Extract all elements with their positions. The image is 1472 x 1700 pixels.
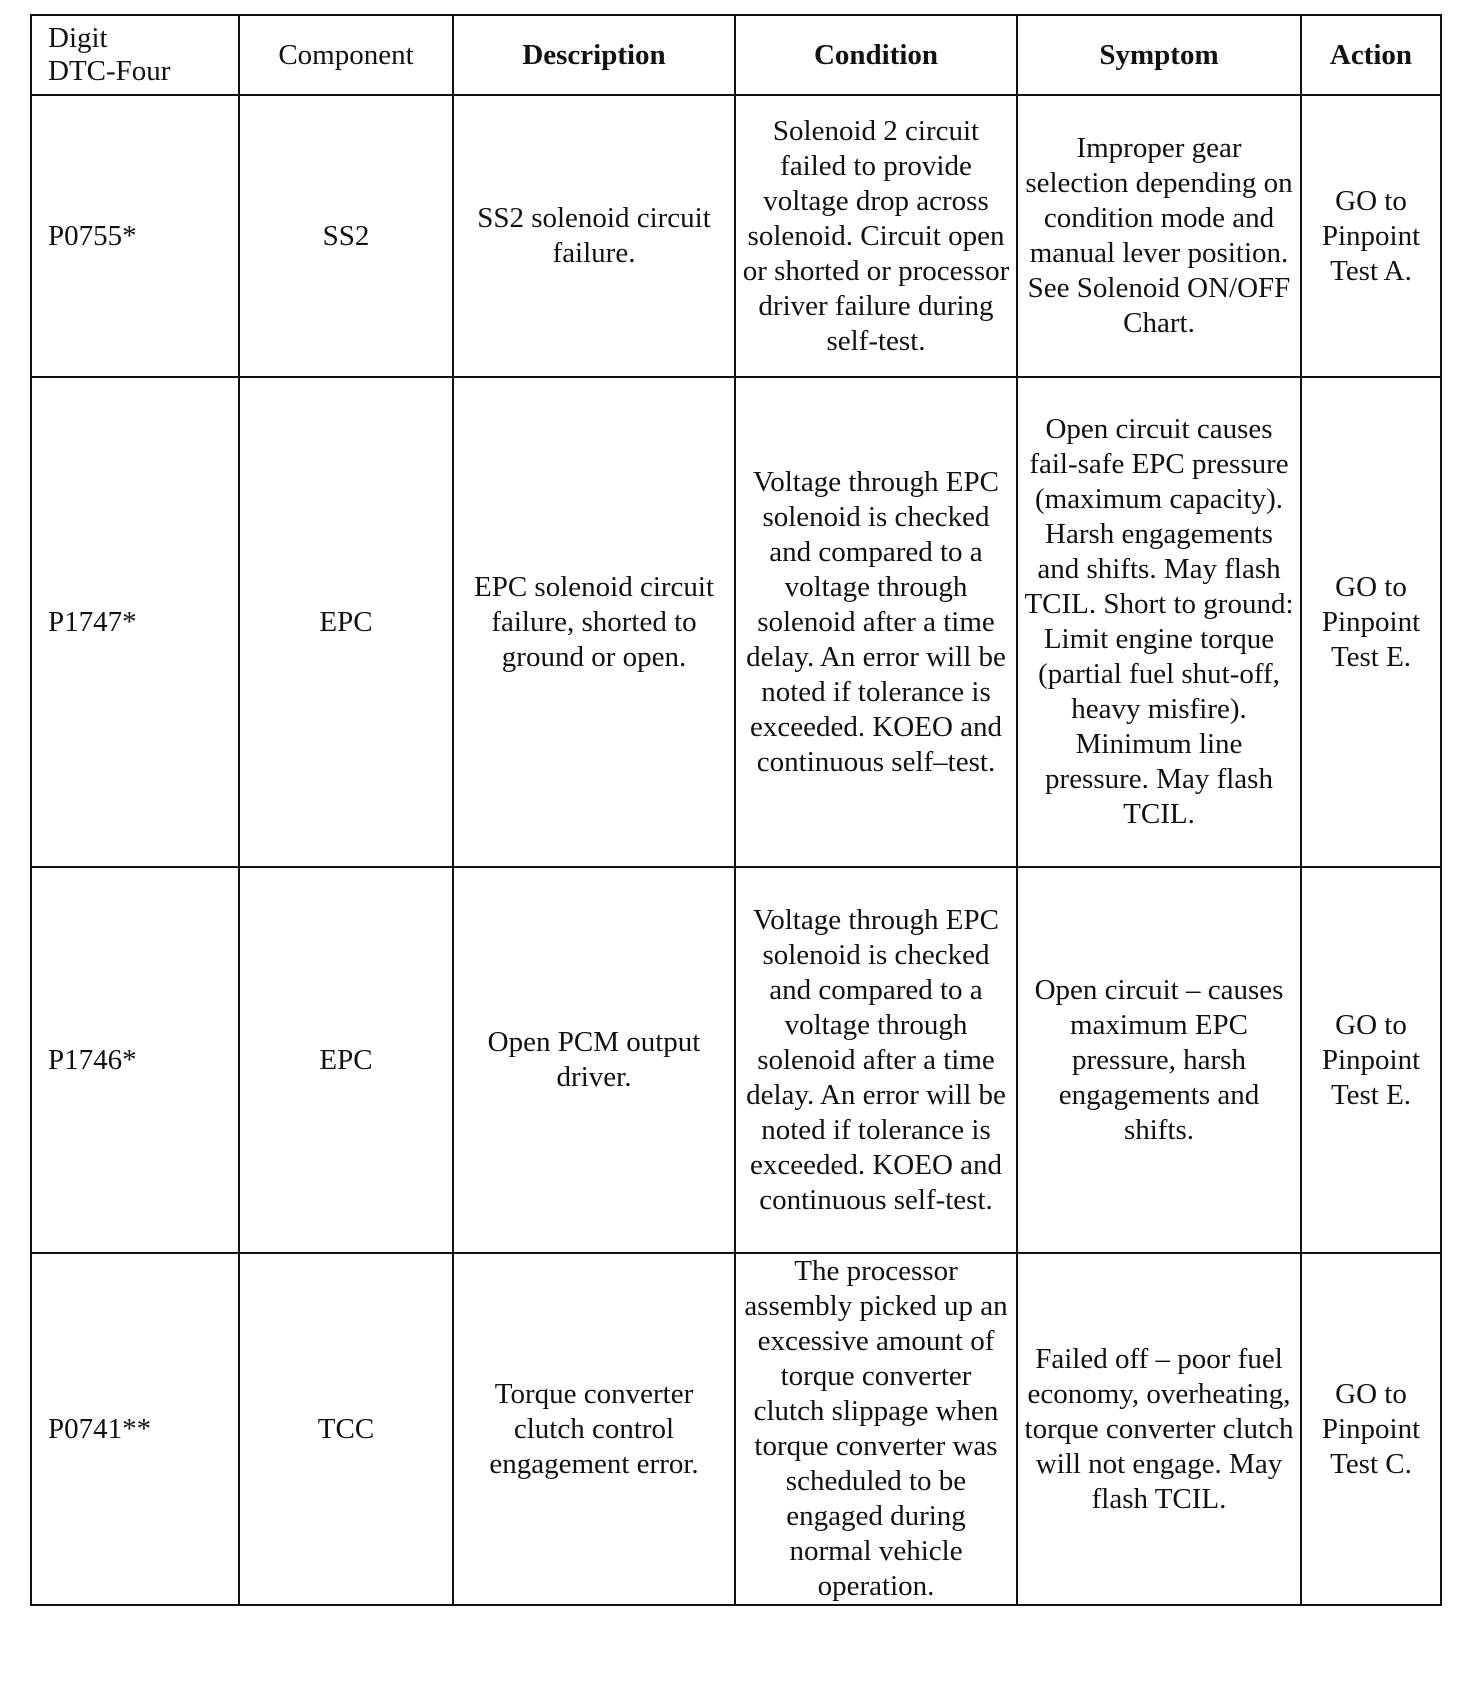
cell-component: SS2: [239, 95, 453, 377]
cell-code: P1747*: [31, 377, 239, 867]
cell-condition: The processor assembly picked up an excessive amount of torque converter clutch slippage when torque converter was scheduled to be engaged during normal vehicle operation.: [735, 1253, 1017, 1605]
cell-action: GO to Pinpoint Test E.: [1301, 867, 1441, 1253]
cell-code: P1746*: [31, 867, 239, 1253]
header-condition: Condition: [735, 15, 1017, 95]
table-row: [31, 867, 1441, 1253]
header-code: [31, 15, 239, 95]
cell-action: GO to Pinpoint Test C.: [1301, 1253, 1441, 1605]
cell-component: EPC: [239, 867, 453, 1253]
header-symptom: Symptom: [1017, 15, 1301, 95]
cell-description: Torque converter clutch control engagement error.: [453, 1253, 735, 1605]
cell-condition: Solenoid 2 circuit failed to provide voltage drop across solenoid. Circuit open or shorted or processor driver failure during self-test.: [735, 95, 1017, 377]
cell-condition: Voltage through EPC solenoid is checked and compared to a voltage through solenoid after a time delay. An error will be noted if tolerance is exceeded. KOEO and continuous self-test.: [735, 867, 1017, 1253]
cell-code: P0755*: [31, 95, 239, 377]
cell-condition: Voltage through EPC solenoid is checked and compared to a voltage through solenoid after a time delay. An error will be noted if tolerance is exceeded. KOEO and continuous self–test.: [735, 377, 1017, 867]
table-row: [31, 1253, 1441, 1605]
cell-symptom: Open circuit – causes maximum EPC pressure, harsh engagements and shifts.: [1017, 867, 1301, 1253]
header-description: Description: [453, 15, 735, 95]
cell-code: P0741**: [31, 1253, 239, 1605]
cell-action: GO to Pinpoint Test A.: [1301, 95, 1441, 377]
dtc-table: [30, 14, 1442, 1606]
cell-symptom: Open circuit causes fail-safe EPC pressure (maximum capacity). Harsh engagements and shifts. May flash TCIL. Short to ground: Limit engine torque (partial fuel shut-off, heavy misfire). Minimum line pressure. May flash TCIL.: [1017, 377, 1301, 867]
cell-action: GO to Pinpoint Test E.: [1301, 377, 1441, 867]
cell-description: EPC solenoid circuit failure, shorted to ground or open.: [453, 377, 735, 867]
cell-symptom: Improper gear selection depending on condition mode and manual lever position. See Solenoid ON/OFF Chart.: [1017, 95, 1301, 377]
header-action: Action: [1301, 15, 1441, 95]
cell-symptom: Failed off – poor fuel economy, overheating, torque converter clutch will not engage. May flash TCIL.: [1017, 1253, 1301, 1605]
cell-description: Open PCM output driver.: [453, 867, 735, 1253]
cell-component: EPC: [239, 377, 453, 867]
header-code-line1: Digit: [48, 22, 108, 54]
table-row: [31, 377, 1441, 867]
header-component: Component: [239, 15, 453, 95]
header-row: [31, 15, 1441, 95]
table-row: [31, 95, 1441, 377]
cell-description: SS2 solenoid circuit failure.: [453, 95, 735, 377]
header-code-line2: DTC-Four: [48, 55, 171, 87]
cell-component: TCC: [239, 1253, 453, 1605]
